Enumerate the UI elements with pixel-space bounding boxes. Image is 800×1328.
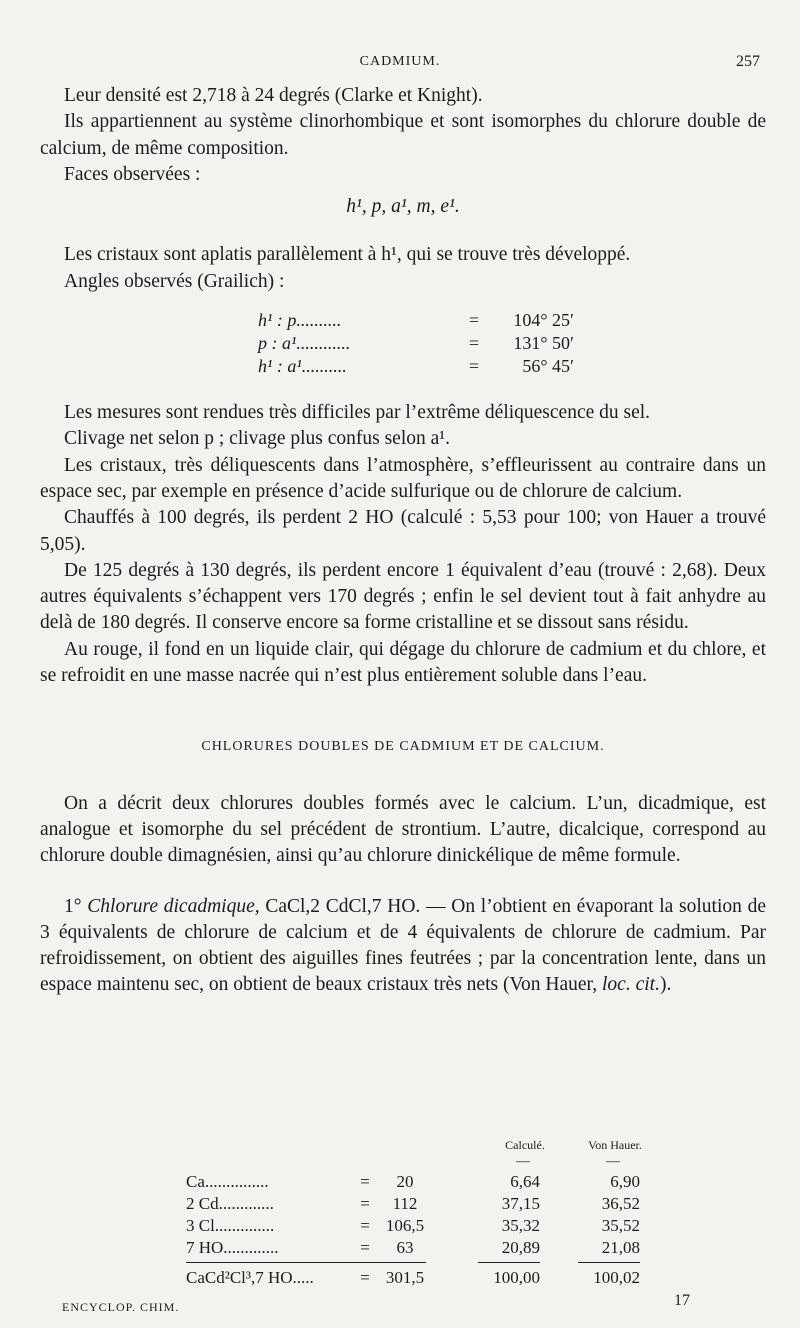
equals: =	[360, 1268, 370, 1287]
paragraph-cleavage: Clivage net selon p ; clivage plus confus selon a¹.	[64, 428, 451, 450]
angle-value: 104° 25′	[513, 310, 574, 331]
composition-row	[0, 1172, 800, 1194]
equals: =	[360, 1172, 370, 1191]
total-equivalent: 301,5	[385, 1268, 425, 1287]
compound-name: Chlorure dicadmique,	[87, 895, 260, 917]
angle-row	[258, 332, 766, 355]
citation: loc. cit.	[602, 974, 660, 996]
equals: =	[360, 1238, 370, 1257]
equivalent: 112	[392, 1194, 418, 1213]
angles-table	[258, 309, 766, 378]
header-calculated: Calculé.	[505, 1138, 545, 1152]
von-hauer-value: 35,52	[601, 1216, 640, 1235]
page-header	[0, 50, 800, 74]
angle-faces: h¹ : p..........	[258, 310, 342, 331]
angle-faces: p : a¹............	[258, 333, 351, 354]
footer-signature: ENCYCLOP. CHIM.	[62, 1300, 180, 1314]
paragraph-heating-100: Chauffés à 100 degrés, ils perdent 2 HO (calculé : 5,53 pour 100; von Hauer a trouvé 5,05).	[40, 507, 766, 555]
total-calculated: 100,00	[493, 1268, 540, 1287]
composition-row	[0, 1238, 800, 1260]
equivalent: 63	[396, 1238, 414, 1257]
angle-equals: =	[468, 333, 480, 354]
paragraph-heating-125: De 125 degrés à 130 degrés, ils perdent encore 1 équivalent d’eau (trouvé : 2,68). Deux autres équivalents s’échappent vers 170 degrés ; enfin le sel devient tout à fait anhydre au delà de 180 degrés. Il conserve encore sa forme cristalline et se dissout sans résidu.	[40, 559, 766, 634]
angle-equals: =	[468, 356, 480, 377]
paragraph-red-heat: Au rouge, il fond en un liquide clair, qui dégage du chlorure de cadmium et du chlore, et se refroidit en une masse nacrée qui n’est plus entièrement soluble dans l’eau.	[40, 638, 766, 687]
equivalent: 20	[396, 1172, 414, 1191]
item-number: 1°	[64, 895, 88, 917]
angle-value: 56° 45′	[522, 356, 574, 377]
element: 2 Cd.............	[186, 1194, 274, 1213]
faces-list: h¹, p, a¹, m, e¹.	[346, 196, 460, 218]
paragraph-flattened: Les cristaux sont aplatis parallèlement à h¹, qui se trouve très développé.	[64, 244, 631, 266]
angle-faces: h¹ : a¹..........	[258, 356, 347, 377]
paragraph-faces-label: Faces observées :	[64, 163, 201, 185]
sum-rule	[186, 1262, 426, 1263]
equals: =	[360, 1216, 370, 1235]
header-dash: —	[606, 1154, 620, 1169]
equals: =	[360, 1194, 370, 1213]
angle-equals: =	[468, 310, 480, 331]
section-title: CHLORURES DOUBLES DE CADMIUM ET DE CALCIUM.	[201, 739, 605, 755]
header-dash: —	[516, 1154, 530, 1169]
running-title: CADMIUM.	[359, 54, 441, 69]
citation-close: ).	[659, 974, 672, 996]
angle-row	[258, 309, 766, 332]
paragraph-measurements: Les mesures sont rendues très difficiles par l’extrême déliquescence du sel.	[64, 402, 651, 424]
composition-row	[0, 1216, 800, 1238]
paragraph-dicadmic-chloride	[40, 894, 766, 999]
paragraph-double-chlorides: On a décrit deux chlorures doubles formés avec le calcium. L’un, dicadmique, est analogue et isomorphe du sel précédent de strontium. L’autre, dicalcique, correspond au chlorure double dimagnésien, ainsi qu’au chlorure dinickélique de même formule.	[40, 792, 766, 867]
composition-row	[0, 1194, 800, 1216]
formula: CaCd²Cl³,7 HO.....	[186, 1268, 314, 1287]
paragraph-angles-label: Angles observés (Grailich) :	[64, 270, 285, 292]
equivalent: 106,5	[385, 1216, 425, 1235]
angle-value: 131° 50′	[513, 333, 574, 354]
sum-rule	[478, 1262, 540, 1263]
footer-sheet-number: 17	[674, 1292, 690, 1309]
angle-row	[258, 355, 766, 378]
compound-description: CaCl,2 CdCl,7 HO. — On l’obtient en évaporant la solution de 3 équivalents de chlorure de calcium et de 4 équivalents de chlorure de cadmium. Par refroidissement, on obtient des aiguilles fines feutrées ; par la concentration lente, dans un espace maintenu sec, on obtient de beaux cristaux très nets (Von Hauer,	[40, 895, 766, 996]
element: 7 HO.............	[186, 1238, 279, 1257]
body-text	[40, 83, 766, 999]
page-number: 257	[736, 53, 760, 70]
element: Ca...............	[186, 1172, 269, 1191]
calculated-value: 37,15	[501, 1194, 540, 1213]
paragraph-crystal-system: Ils appartiennent au système clinorhombique et sont isomorphes du chlorure double de calcium, de même composition.	[40, 111, 766, 159]
von-hauer-value: 6,90	[610, 1172, 640, 1191]
paragraph-deliquescence: Les cristaux, très déliquescents dans l’atmosphère, s’effleurissent au contraire dans un espace sec, par exemple en présence d’acide sulfurique ou de chlorure de calcium.	[40, 454, 766, 502]
von-hauer-value: 36,52	[601, 1194, 640, 1213]
calculated-value: 20,89	[501, 1238, 540, 1257]
calculated-value: 35,32	[501, 1216, 540, 1235]
calculated-value: 6,64	[510, 1172, 540, 1191]
von-hauer-value: 21,08	[601, 1238, 640, 1257]
header-von-hauer: Von Hauer.	[588, 1138, 642, 1152]
composition-total-row	[0, 1268, 800, 1290]
spacer	[40, 870, 766, 894]
paragraph-density: Leur densité est 2,718 à 24 degrés (Clarke et Knight).	[64, 85, 483, 106]
composition-headers	[0, 1138, 800, 1169]
element: 3 Cl..............	[186, 1216, 275, 1235]
total-von-hauer: 100,02	[593, 1268, 640, 1287]
sum-rule	[578, 1262, 640, 1263]
